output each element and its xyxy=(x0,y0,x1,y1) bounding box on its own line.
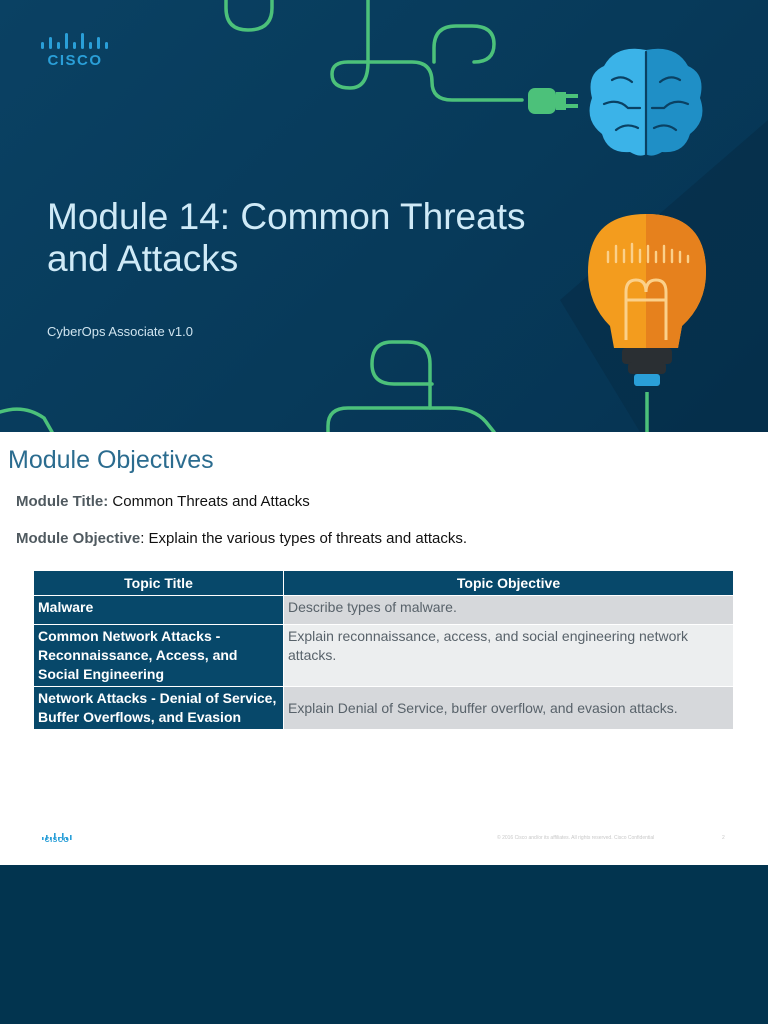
module-objective-label: Module Objective xyxy=(16,530,141,547)
bottom-circuit-lines xyxy=(0,342,494,432)
topic-title-cell: Malware xyxy=(34,596,284,625)
module-objective-line xyxy=(16,530,467,547)
column-header: Topic Title xyxy=(34,571,284,596)
copyright-notice: © 2016 Cisco and/or its affiliates. All rights reserved. Cisco Confidential xyxy=(497,835,655,841)
top-circuit-lines xyxy=(226,0,522,100)
column-header: Topic Objective xyxy=(284,571,734,596)
topic-objective-cell: Explain reconnaissance, access, and social engineering network attacks. xyxy=(284,625,734,687)
module-title-value: Common Threats and Attacks xyxy=(112,493,310,510)
module-title-label: Module Title: xyxy=(16,493,109,510)
footer-logo-text: CISCO xyxy=(44,837,70,844)
plug-icon xyxy=(528,88,578,114)
table-row xyxy=(34,625,734,687)
slide-subtitle: CyberOps Associate v1.0 xyxy=(47,324,193,339)
table-row xyxy=(34,687,734,730)
slide-title: Module 14: Common Threats and Attacks xyxy=(47,196,526,279)
cisco-bars-icon xyxy=(40,33,110,51)
topic-title-cell: Common Network Attacks - Reconnaissance, Access, and Social Engineering xyxy=(34,625,284,687)
page-number: 2 xyxy=(722,835,725,841)
table-row xyxy=(34,596,734,625)
brain-icon xyxy=(590,49,703,156)
topic-objective-cell: Explain Denial of Service, buffer overflow, and evasion attacks. xyxy=(284,687,734,730)
objectives-slide xyxy=(0,432,768,865)
table-header-row xyxy=(34,571,734,596)
module-title-line xyxy=(16,493,310,510)
cisco-logo xyxy=(40,33,110,71)
objectives-heading: Module Objectives xyxy=(8,446,214,474)
module-objective-value: : Explain the various types of threats and attacks. xyxy=(140,530,468,547)
topic-title-cell: Network Attacks - Denial of Service, Buffer Overflows, and Evasion xyxy=(34,687,284,730)
cisco-logo-text: CISCO xyxy=(47,52,103,69)
topic-objective-cell: Describe types of malware. xyxy=(284,596,734,625)
title-slide xyxy=(0,0,768,432)
objectives-table xyxy=(33,570,734,730)
footer-cisco-logo xyxy=(41,828,73,848)
